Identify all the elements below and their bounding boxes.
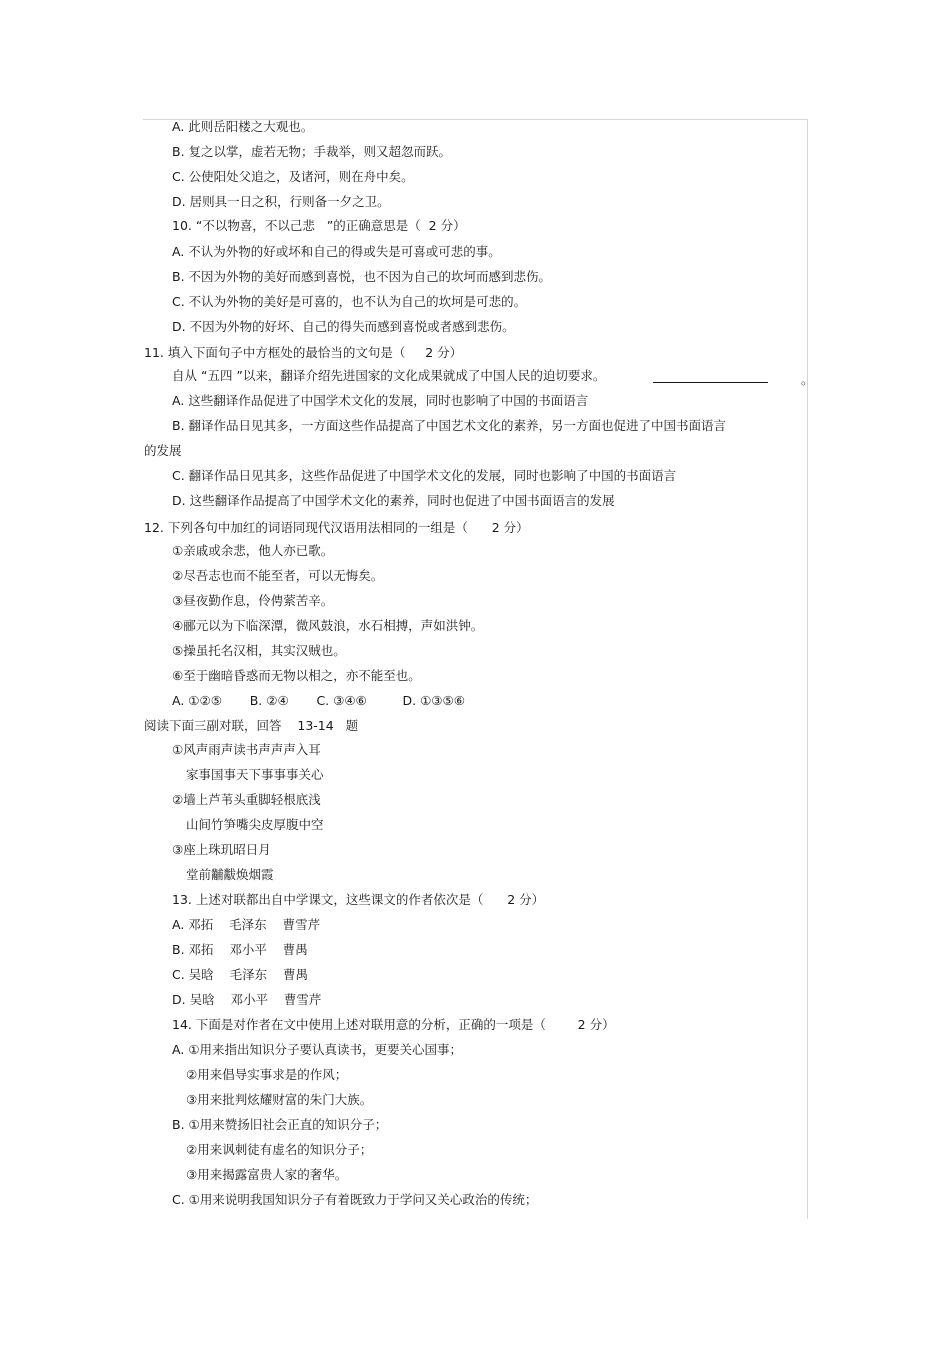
q13-option-d: D. 吴晗 邓小平 曹雪芹 — [172, 992, 322, 1007]
q13-option-c: C. 吴晗 毛泽东 曹禺 — [172, 967, 308, 982]
couplet-2-lower: 山间竹笋嘴尖皮厚腹中空 — [186, 817, 324, 832]
couplet-2-upper: ②墙上芦苇头重脚轻根底浅 — [172, 792, 321, 807]
q14-option-c-1: C. ①用来说明我国知识分子有着既致力于学问又关心政治的传统； — [172, 1192, 538, 1207]
q10-option-c: C. 不认为外物的美好是可喜的，也不认为自己的坎坷是可悲的。 — [172, 294, 527, 309]
couplet-3-upper: ③座上珠玑昭日月 — [172, 842, 271, 857]
q14-option-a-1: A. ①用来指出知识分子要认真读书，更要关心国事； — [172, 1042, 462, 1057]
q10-option-d: D. 不因为外物的好坏、自己的得失而感到喜悦或者感到悲伤。 — [172, 319, 515, 334]
q12-stem: 12. 下列各句中加红的词语同现代汉语用法相同的一组是（ 2 分） — [144, 520, 529, 535]
couplets-intro: 阅读下面三副对联，回答 13-14 题 — [144, 718, 359, 733]
q9-option-d: D. 居则具一日之积，行则备一夕之卫。 — [172, 194, 390, 209]
q11-option-b: B. 翻译作品日见其多，一方面这些作品提高了中国艺术文化的素养，另一方面也促进了中国书面语言 — [172, 418, 727, 433]
q11-stem: 11. 填入下面句子中方框处的最恰当的文句是（ 2 分） — [144, 345, 463, 360]
q10-option-a: A. 不认为外物的好或坏和自己的得或失是可喜或可悲的事。 — [172, 244, 501, 259]
blank-period: 。 — [801, 372, 814, 387]
couplet-1-lower: 家事国事天下事事事关心 — [186, 767, 324, 782]
couplet-3-lower: 堂前黼黻焕烟霞 — [186, 867, 274, 882]
q11-sentence: 自从 “五四 ”以来，翻译介绍先进国家的文化成果就成了中国人民的迫切要求。 — [172, 368, 606, 383]
q12-item-5: ⑤操虽托名汉相，其实汉贼也。 — [172, 643, 346, 658]
q14-option-b-2: ②用来讽刺徒有虚名的知识分子； — [186, 1142, 373, 1157]
q12-item-3: ③昼夜勤作息，伶俜萦苦辛。 — [172, 593, 334, 608]
q9-option-b: B. 复之以掌，虚若无物；手裁举，则又超忽而跃。 — [172, 144, 452, 159]
q13-option-a: A. 邓拓 毛泽东 曹雪芹 — [172, 917, 321, 932]
q9-option-a: A. 此则岳阳楼之大观也。 — [172, 119, 314, 134]
q14-stem: 14. 下面是对作者在文中使用上述对联用意的分析，正确的一项是（ 2 分） — [172, 1017, 615, 1032]
q14-option-b-3: ③用来揭露富贵人家的奢华。 — [186, 1167, 348, 1182]
q12-item-4: ④郦元以为下临深潭，微风鼓浪，水石相搏，声如洪钟。 — [172, 618, 484, 633]
q11-option-b-cont: 的发展 — [144, 443, 182, 458]
q14-option-b-1: B. ①用来赞扬旧社会正直的知识分子； — [172, 1117, 388, 1132]
q10-stem: 10. “不以物喜，不以己悲 ”的正确意思是（ 2 分） — [172, 218, 466, 233]
q14-option-a-2: ②用来倡导实事求是的作风； — [186, 1067, 348, 1082]
q11-option-a: A. 这些翻译作品促进了中国学术文化的发展，同时也影响了中国的书面语言 — [172, 393, 589, 408]
q11-option-c: C. 翻译作品日见其多，这些作品促进了中国学术文化的发展，同时也影响了中国的书面语言 — [172, 468, 677, 483]
q11-option-d: D. 这些翻译作品提高了中国学术文化的素养，同时也促进了中国书面语言的发展 — [172, 493, 615, 508]
q9-option-c: C. 公使阳处父追之，及诸河，则在舟中矣。 — [172, 169, 414, 184]
fill-in-blank — [653, 382, 768, 383]
couplet-1-upper: ①风声雨声读书声声声入耳 — [172, 742, 321, 757]
q13-stem: 13. 上述对联都出自中学课文，这些课文的作者依次是（ 2 分） — [172, 892, 545, 907]
q12-item-1: ①亲戚或余悲，他人亦已歌。 — [172, 543, 334, 558]
q12-item-2: ②尽吾志也而不能至者，可以无悔矣。 — [172, 568, 384, 583]
q10-option-b: B. 不因为外物的美好而感到喜悦，也不因为自己的坎坷而感到悲伤。 — [172, 269, 552, 284]
q12-options: A. ①②⑤ B. ②④ C. ③④⑥ D. ①③⑤⑥ — [172, 693, 465, 708]
q14-option-a-3: ③用来批判炫耀财富的朱门大族。 — [186, 1092, 373, 1107]
q13-option-b: B. 邓拓 邓小平 曹禺 — [172, 942, 308, 957]
q12-item-6: ⑥至于幽暗昏惑而无物以相之，亦不能至也。 — [172, 668, 421, 683]
